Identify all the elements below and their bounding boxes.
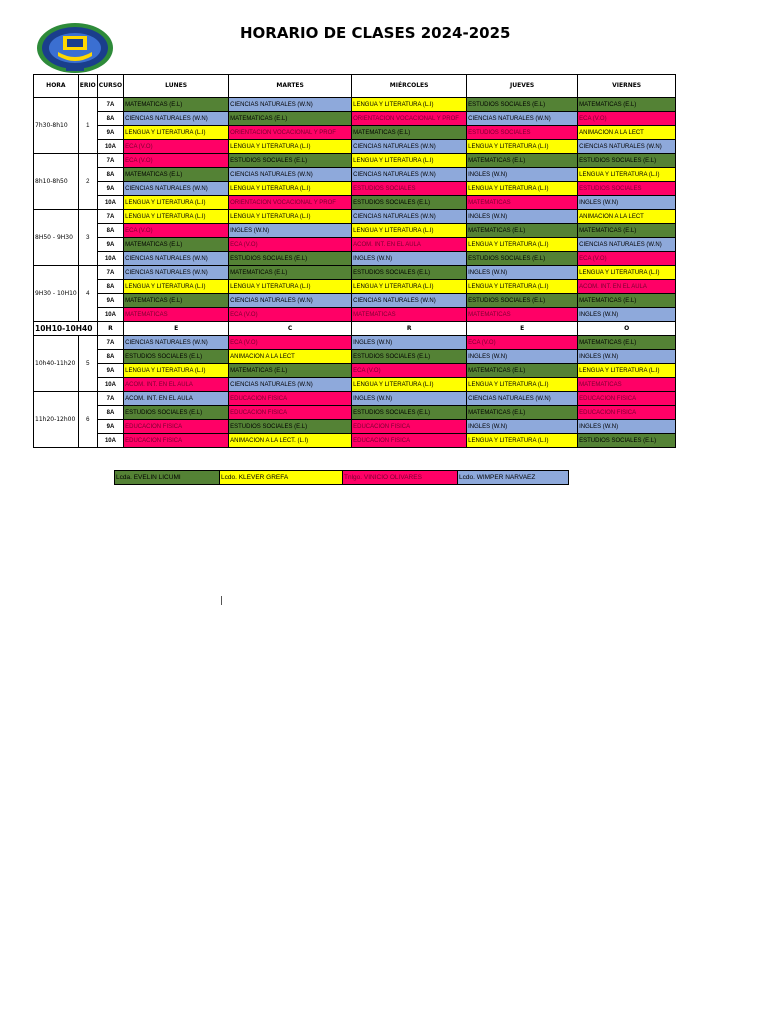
subject-cell: ANIMACION A LA LECT bbox=[578, 210, 676, 224]
subject-cell: MATEMATICAS (E.L) bbox=[578, 336, 676, 350]
subject-cell: ESTUDIOS SOCIALES (E.L) bbox=[578, 434, 676, 448]
subject-cell: MATEMATICAS (E.L) bbox=[467, 224, 578, 238]
teacher-legend-item: Lcda. EVELIN LICUMI bbox=[115, 471, 220, 485]
subject-cell: CIENCIAS NATURALES (W.N) bbox=[578, 238, 676, 252]
table-row bbox=[34, 196, 676, 210]
subject-cell: CIENCIAS NATURALES (W.N) bbox=[578, 140, 676, 154]
subject-cell: INGLES (W.N) bbox=[352, 336, 467, 350]
subject-cell: LENGUA Y LITERATURA (L.I) bbox=[124, 364, 229, 378]
subject-cell: EDUCACION FISICA bbox=[229, 406, 352, 420]
subject-cell: MATEMATICAS (E.L) bbox=[124, 168, 229, 182]
curso-cell: 7A bbox=[97, 210, 123, 224]
curso-cell: 9A bbox=[97, 294, 123, 308]
periodo-cell: 4 bbox=[78, 266, 97, 322]
subject-cell: ECA (V.O) bbox=[229, 308, 352, 322]
curso-cell: 10A bbox=[97, 378, 123, 392]
table-row bbox=[34, 406, 676, 420]
curso-cell: 7A bbox=[97, 154, 123, 168]
text-cursor bbox=[221, 596, 222, 605]
subject-cell: ESTUDIOS SOCIALES (E.L) bbox=[467, 98, 578, 112]
curso-cell: 8A bbox=[97, 406, 123, 420]
subject-cell: EDUCACION FISICA bbox=[124, 434, 229, 448]
subject-cell: ECA (V.O) bbox=[578, 112, 676, 126]
subject-cell: LENGUA Y LITERATURA (L.I) bbox=[467, 378, 578, 392]
teacher-legend-item: Tnlgo. VINICIO OLIVARES bbox=[343, 471, 458, 485]
subject-cell: EDUCACION FISICA bbox=[578, 392, 676, 406]
subject-cell: MATEMATICAS (E.L) bbox=[467, 406, 578, 420]
subject-cell: MATEMATICAS (E.L) bbox=[467, 364, 578, 378]
subject-cell: LENGUA Y LITERATURA (L.I) bbox=[352, 378, 467, 392]
teacher-legend-item: Lcdo. KLEVER GREFA bbox=[220, 471, 343, 485]
curso-cell: 8A bbox=[97, 112, 123, 126]
subject-cell: MATEMATICAS (E.L) bbox=[467, 154, 578, 168]
curso-cell: 9A bbox=[97, 126, 123, 140]
subject-cell: ECA (V.O) bbox=[467, 336, 578, 350]
subject-cell: MATEMATICAS (E.L) bbox=[578, 294, 676, 308]
subject-cell: CIENCIAS NATURALES (W.N) bbox=[229, 294, 352, 308]
subject-cell: ESTUDIOS SOCIALES (E.L) bbox=[352, 196, 467, 210]
subject-cell: ECA (V.O) bbox=[124, 140, 229, 154]
curso-cell: 7A bbox=[97, 266, 123, 280]
table-row bbox=[34, 252, 676, 266]
subject-cell: MATEMATICAS (E.L) bbox=[578, 224, 676, 238]
subject-cell: EDUCACION FISICA bbox=[229, 392, 352, 406]
subject-cell: LENGUA Y LITERATURA (L.I) bbox=[352, 224, 467, 238]
subject-cell: CIENCIAS NATURALES (W.N) bbox=[467, 392, 578, 406]
receso-letter: R bbox=[352, 322, 467, 336]
hora-cell: 8H50 - 9H30 bbox=[34, 210, 79, 266]
subject-cell: MATEMATICAS (E.L) bbox=[229, 112, 352, 126]
curso-cell: 9A bbox=[97, 238, 123, 252]
subject-cell: LENGUA Y LITERATURA (L.I) bbox=[124, 280, 229, 294]
curso-cell: 7A bbox=[97, 392, 123, 406]
subject-cell: LENGUA Y LITERATURA (L.I) bbox=[229, 210, 352, 224]
subject-cell: ESTUDIOS SOCIALES bbox=[467, 126, 578, 140]
subject-cell: ESTUDIOS SOCIALES (E.L) bbox=[229, 154, 352, 168]
subject-cell: ECA (V.O) bbox=[229, 336, 352, 350]
subject-cell: MATEMATICAS bbox=[467, 308, 578, 322]
legend-row bbox=[115, 471, 569, 485]
subject-cell: ESTUDIOS SOCIALES (E.L) bbox=[229, 420, 352, 434]
receso-letter: O bbox=[578, 322, 676, 336]
hora-cell: 11h20-12h00 bbox=[34, 392, 79, 448]
subject-cell: LENGUA Y LITERATURA (L.I) bbox=[352, 98, 467, 112]
subject-cell: INGLES (W.N) bbox=[578, 350, 676, 364]
subject-cell: LENGUA Y LITERATURA (L.I) bbox=[467, 434, 578, 448]
subject-cell: MATEMATICAS bbox=[467, 196, 578, 210]
subject-cell: CIENCIAS NATURALES (W.N) bbox=[124, 252, 229, 266]
subject-cell: INGLES (W.N) bbox=[467, 168, 578, 182]
table-row bbox=[34, 392, 676, 406]
subject-cell: ANIMACION A LA LECT. (L.I) bbox=[229, 434, 352, 448]
table-row bbox=[34, 420, 676, 434]
hora-header: HORA bbox=[34, 75, 79, 98]
curso-cell: 10A bbox=[97, 252, 123, 266]
hora-cell: 7h30-8h10 bbox=[34, 98, 79, 154]
curso-cell: 8A bbox=[97, 224, 123, 238]
subject-cell: LENGUA Y LITERATURA (L.I) bbox=[229, 280, 352, 294]
school-emblem-icon bbox=[36, 22, 114, 74]
subject-cell: MATEMATICAS (E.L) bbox=[229, 266, 352, 280]
receso-section bbox=[34, 322, 676, 336]
receso-row bbox=[34, 322, 676, 336]
subject-cell: ESTUDIOS SOCIALES (E.L) bbox=[467, 252, 578, 266]
subject-cell: INGLES (W.N) bbox=[467, 266, 578, 280]
subject-cell: ANIMACION A LA LECT bbox=[578, 126, 676, 140]
table-row bbox=[34, 308, 676, 322]
subject-cell: CIENCIAS NATURALES (W.N) bbox=[229, 168, 352, 182]
curso-cell: 8A bbox=[97, 350, 123, 364]
receso-hora: 10H10-10H40 bbox=[34, 322, 98, 336]
table-row bbox=[34, 238, 676, 252]
subject-cell: INGLES (W.N) bbox=[467, 210, 578, 224]
subject-cell: LENGUA Y LITERATURA (L.I) bbox=[229, 140, 352, 154]
curso-cell: 9A bbox=[97, 182, 123, 196]
subject-cell: ECA (V.O) bbox=[124, 224, 229, 238]
day-header-jueves: JUEVES bbox=[467, 75, 578, 98]
table-row bbox=[34, 210, 676, 224]
day-header-miercoles: MIÉRCOLES bbox=[352, 75, 467, 98]
subject-cell: MATEMATICAS (E.L) bbox=[578, 98, 676, 112]
receso-letter: E bbox=[124, 322, 229, 336]
subject-cell: CIENCIAS NATURALES (W.N) bbox=[124, 336, 229, 350]
periodo-cell: 5 bbox=[78, 336, 97, 392]
table-row bbox=[34, 154, 676, 168]
subject-cell: ECA (V.O) bbox=[229, 238, 352, 252]
subject-cell: CIENCIAS NATURALES (W.N) bbox=[124, 182, 229, 196]
subject-cell: LENGUA Y LITERATURA (L.I) bbox=[352, 154, 467, 168]
day-header-martes: MARTES bbox=[229, 75, 352, 98]
table-row bbox=[34, 294, 676, 308]
subject-cell: EDUCACION FISICA bbox=[352, 420, 467, 434]
periodo-header: ERIO bbox=[78, 75, 97, 98]
curso-cell: 9A bbox=[97, 420, 123, 434]
periodo-cell: 2 bbox=[78, 154, 97, 210]
subject-cell: ACOM. INT. EN EL AULA bbox=[124, 378, 229, 392]
subject-cell: MATEMATICAS (E.L) bbox=[124, 98, 229, 112]
subject-cell: CIENCIAS NATURALES (W.N) bbox=[467, 112, 578, 126]
subject-cell: LENGUA Y LITERATURA (L.I) bbox=[467, 280, 578, 294]
subject-cell: MATEMATICAS (E.L) bbox=[229, 364, 352, 378]
table-row bbox=[34, 280, 676, 294]
subject-cell: CIENCIAS NATURALES (W.N) bbox=[229, 378, 352, 392]
hora-cell: 8h10-8h50 bbox=[34, 154, 79, 210]
curso-cell: 9A bbox=[97, 364, 123, 378]
subject-cell: ESTUDIOS SOCIALES (E.L) bbox=[352, 266, 467, 280]
table-row bbox=[34, 378, 676, 392]
subject-cell: LENGUA Y LITERATURA (L.I) bbox=[467, 238, 578, 252]
subject-cell: EDUCACION FISICA bbox=[124, 420, 229, 434]
subject-cell: CIENCIAS NATURALES (W.N) bbox=[124, 266, 229, 280]
table-row bbox=[34, 168, 676, 182]
curso-cell: 10A bbox=[97, 140, 123, 154]
table-row bbox=[34, 140, 676, 154]
subject-cell: LENGUA Y LITERATURA (L.I) bbox=[467, 140, 578, 154]
schedule-body-afternoon bbox=[34, 336, 676, 448]
curso-cell: 8A bbox=[97, 280, 123, 294]
subject-cell: MATEMATICAS bbox=[124, 308, 229, 322]
subject-cell: LENGUA Y LITERATURA (L.I) bbox=[352, 280, 467, 294]
subject-cell: EDUCACION FISICA bbox=[352, 434, 467, 448]
subject-cell: MATEMATICAS (E.L) bbox=[124, 294, 229, 308]
subject-cell: ACOM. INT. EN EL AULA bbox=[352, 238, 467, 252]
subject-cell: INGLES (W.N) bbox=[352, 252, 467, 266]
subject-cell: CIENCIAS NATURALES (W.N) bbox=[352, 294, 467, 308]
subject-cell: INGLES (W.N) bbox=[352, 392, 467, 406]
subject-cell: ECA (V.O) bbox=[578, 252, 676, 266]
subject-cell: CIENCIAS NATURALES (W.N) bbox=[352, 210, 467, 224]
table-row bbox=[34, 266, 676, 280]
schedule-body-morning bbox=[34, 98, 676, 322]
receso-letter: E bbox=[467, 322, 578, 336]
subject-cell: LENGUA Y LITERATURA (L.I) bbox=[578, 168, 676, 182]
curso-cell: 7A bbox=[97, 98, 123, 112]
header-row bbox=[34, 75, 676, 98]
table-row bbox=[34, 126, 676, 140]
periodo-cell: 6 bbox=[78, 392, 97, 448]
subject-cell: ESTUDIOS SOCIALES (E.L) bbox=[124, 350, 229, 364]
subject-cell: ESTUDIOS SOCIALES bbox=[578, 182, 676, 196]
subject-cell: CIENCIAS NATURALES (W.N) bbox=[229, 98, 352, 112]
subject-cell: INGLES (W.N) bbox=[578, 308, 676, 322]
day-header-viernes: VIERNES bbox=[578, 75, 676, 98]
subject-cell: LENGUA Y LITERATURA (L.I) bbox=[578, 364, 676, 378]
subject-cell: ACOM. INT. EN EL AULA bbox=[578, 280, 676, 294]
subject-cell: ECA (V.O) bbox=[352, 364, 467, 378]
subject-cell: ECA (V.O) bbox=[124, 154, 229, 168]
receso-letter: R bbox=[97, 322, 123, 336]
receso-letter: C bbox=[229, 322, 352, 336]
subject-cell: ESTUDIOS SOCIALES (E.L) bbox=[467, 294, 578, 308]
subject-cell: ESTUDIOS SOCIALES (E.L) bbox=[352, 350, 467, 364]
curso-cell: 7A bbox=[97, 336, 123, 350]
curso-cell: 8A bbox=[97, 168, 123, 182]
subject-cell: ACOM. INT. EN EL AULA bbox=[124, 392, 229, 406]
table-row bbox=[34, 364, 676, 378]
subject-cell: CIENCIAS NATURALES (W.N) bbox=[352, 140, 467, 154]
subject-cell: LENGUA Y LITERATURA (L.I) bbox=[124, 196, 229, 210]
subject-cell: ESTUDIOS SOCIALES (E.L) bbox=[352, 406, 467, 420]
subject-cell: ESTUDIOS SOCIALES (E.L) bbox=[578, 154, 676, 168]
subject-cell: LENGUA Y LITERATURA (L.I) bbox=[124, 210, 229, 224]
subject-cell: ESTUDIOS SOCIALES (E.L) bbox=[229, 252, 352, 266]
subject-cell: MATEMATICAS (E.L) bbox=[352, 126, 467, 140]
subject-cell: EDUCACION FISICA bbox=[578, 406, 676, 420]
schedule-table bbox=[33, 74, 676, 448]
curso-cell: 10A bbox=[97, 196, 123, 210]
periodo-cell: 3 bbox=[78, 210, 97, 266]
table-row bbox=[34, 98, 676, 112]
teacher-legend-item: Lcdo. WIMPER NARVAEZ bbox=[458, 471, 569, 485]
subject-cell: INGLES (W.N) bbox=[229, 224, 352, 238]
hora-cell: 10h40-11h20 bbox=[34, 336, 79, 392]
subject-cell: LENGUA Y LITERATURA (L.I) bbox=[124, 126, 229, 140]
page-title: HORARIO DE CLASES 2024-2025 bbox=[240, 24, 511, 42]
table-row bbox=[34, 434, 676, 448]
hora-cell: 9H30 - 10H10 bbox=[34, 266, 79, 322]
subject-cell: LENGUA Y LITERATURA (L.I) bbox=[578, 266, 676, 280]
subject-cell: INGLES (W.N) bbox=[467, 420, 578, 434]
table-row bbox=[34, 182, 676, 196]
subject-cell: MATEMATICAS (E.L) bbox=[124, 238, 229, 252]
subject-cell: LENGUA Y LITERATURA (L.I) bbox=[467, 182, 578, 196]
teacher-legend bbox=[114, 470, 569, 485]
subject-cell: ORIENTACION VOCACIONAL Y PROF bbox=[352, 112, 467, 126]
day-header-lunes: LUNES bbox=[124, 75, 229, 98]
subject-cell: INGLES (W.N) bbox=[578, 196, 676, 210]
subject-cell: ESTUDIOS SOCIALES (E.L) bbox=[124, 406, 229, 420]
subject-cell: LENGUA Y LITERATURA (L.I) bbox=[229, 182, 352, 196]
subject-cell: ANIMACION A LA LECT bbox=[229, 350, 352, 364]
subject-cell: ORIENTACION VOCACIONAL Y PROF bbox=[229, 126, 352, 140]
table-row bbox=[34, 112, 676, 126]
subject-cell: ESTUDIOS SOCIALES bbox=[352, 182, 467, 196]
subject-cell: INGLES (W.N) bbox=[578, 420, 676, 434]
subject-cell: MATEMATICAS bbox=[352, 308, 467, 322]
subject-cell: ORIENTACION VOCACIONAL Y PROF bbox=[229, 196, 352, 210]
curso-cell: 10A bbox=[97, 434, 123, 448]
subject-cell: INGLES (W.N) bbox=[467, 350, 578, 364]
curso-header: CURSO bbox=[97, 75, 123, 98]
subject-cell: CIENCIAS NATURALES (W.N) bbox=[352, 168, 467, 182]
curso-cell: 10A bbox=[97, 308, 123, 322]
table-row bbox=[34, 350, 676, 364]
table-row bbox=[34, 336, 676, 350]
periodo-cell: 1 bbox=[78, 98, 97, 154]
subject-cell: MATEMATICAS bbox=[578, 378, 676, 392]
subject-cell: CIENCIAS NATURALES (W.N) bbox=[124, 112, 229, 126]
table-row bbox=[34, 224, 676, 238]
